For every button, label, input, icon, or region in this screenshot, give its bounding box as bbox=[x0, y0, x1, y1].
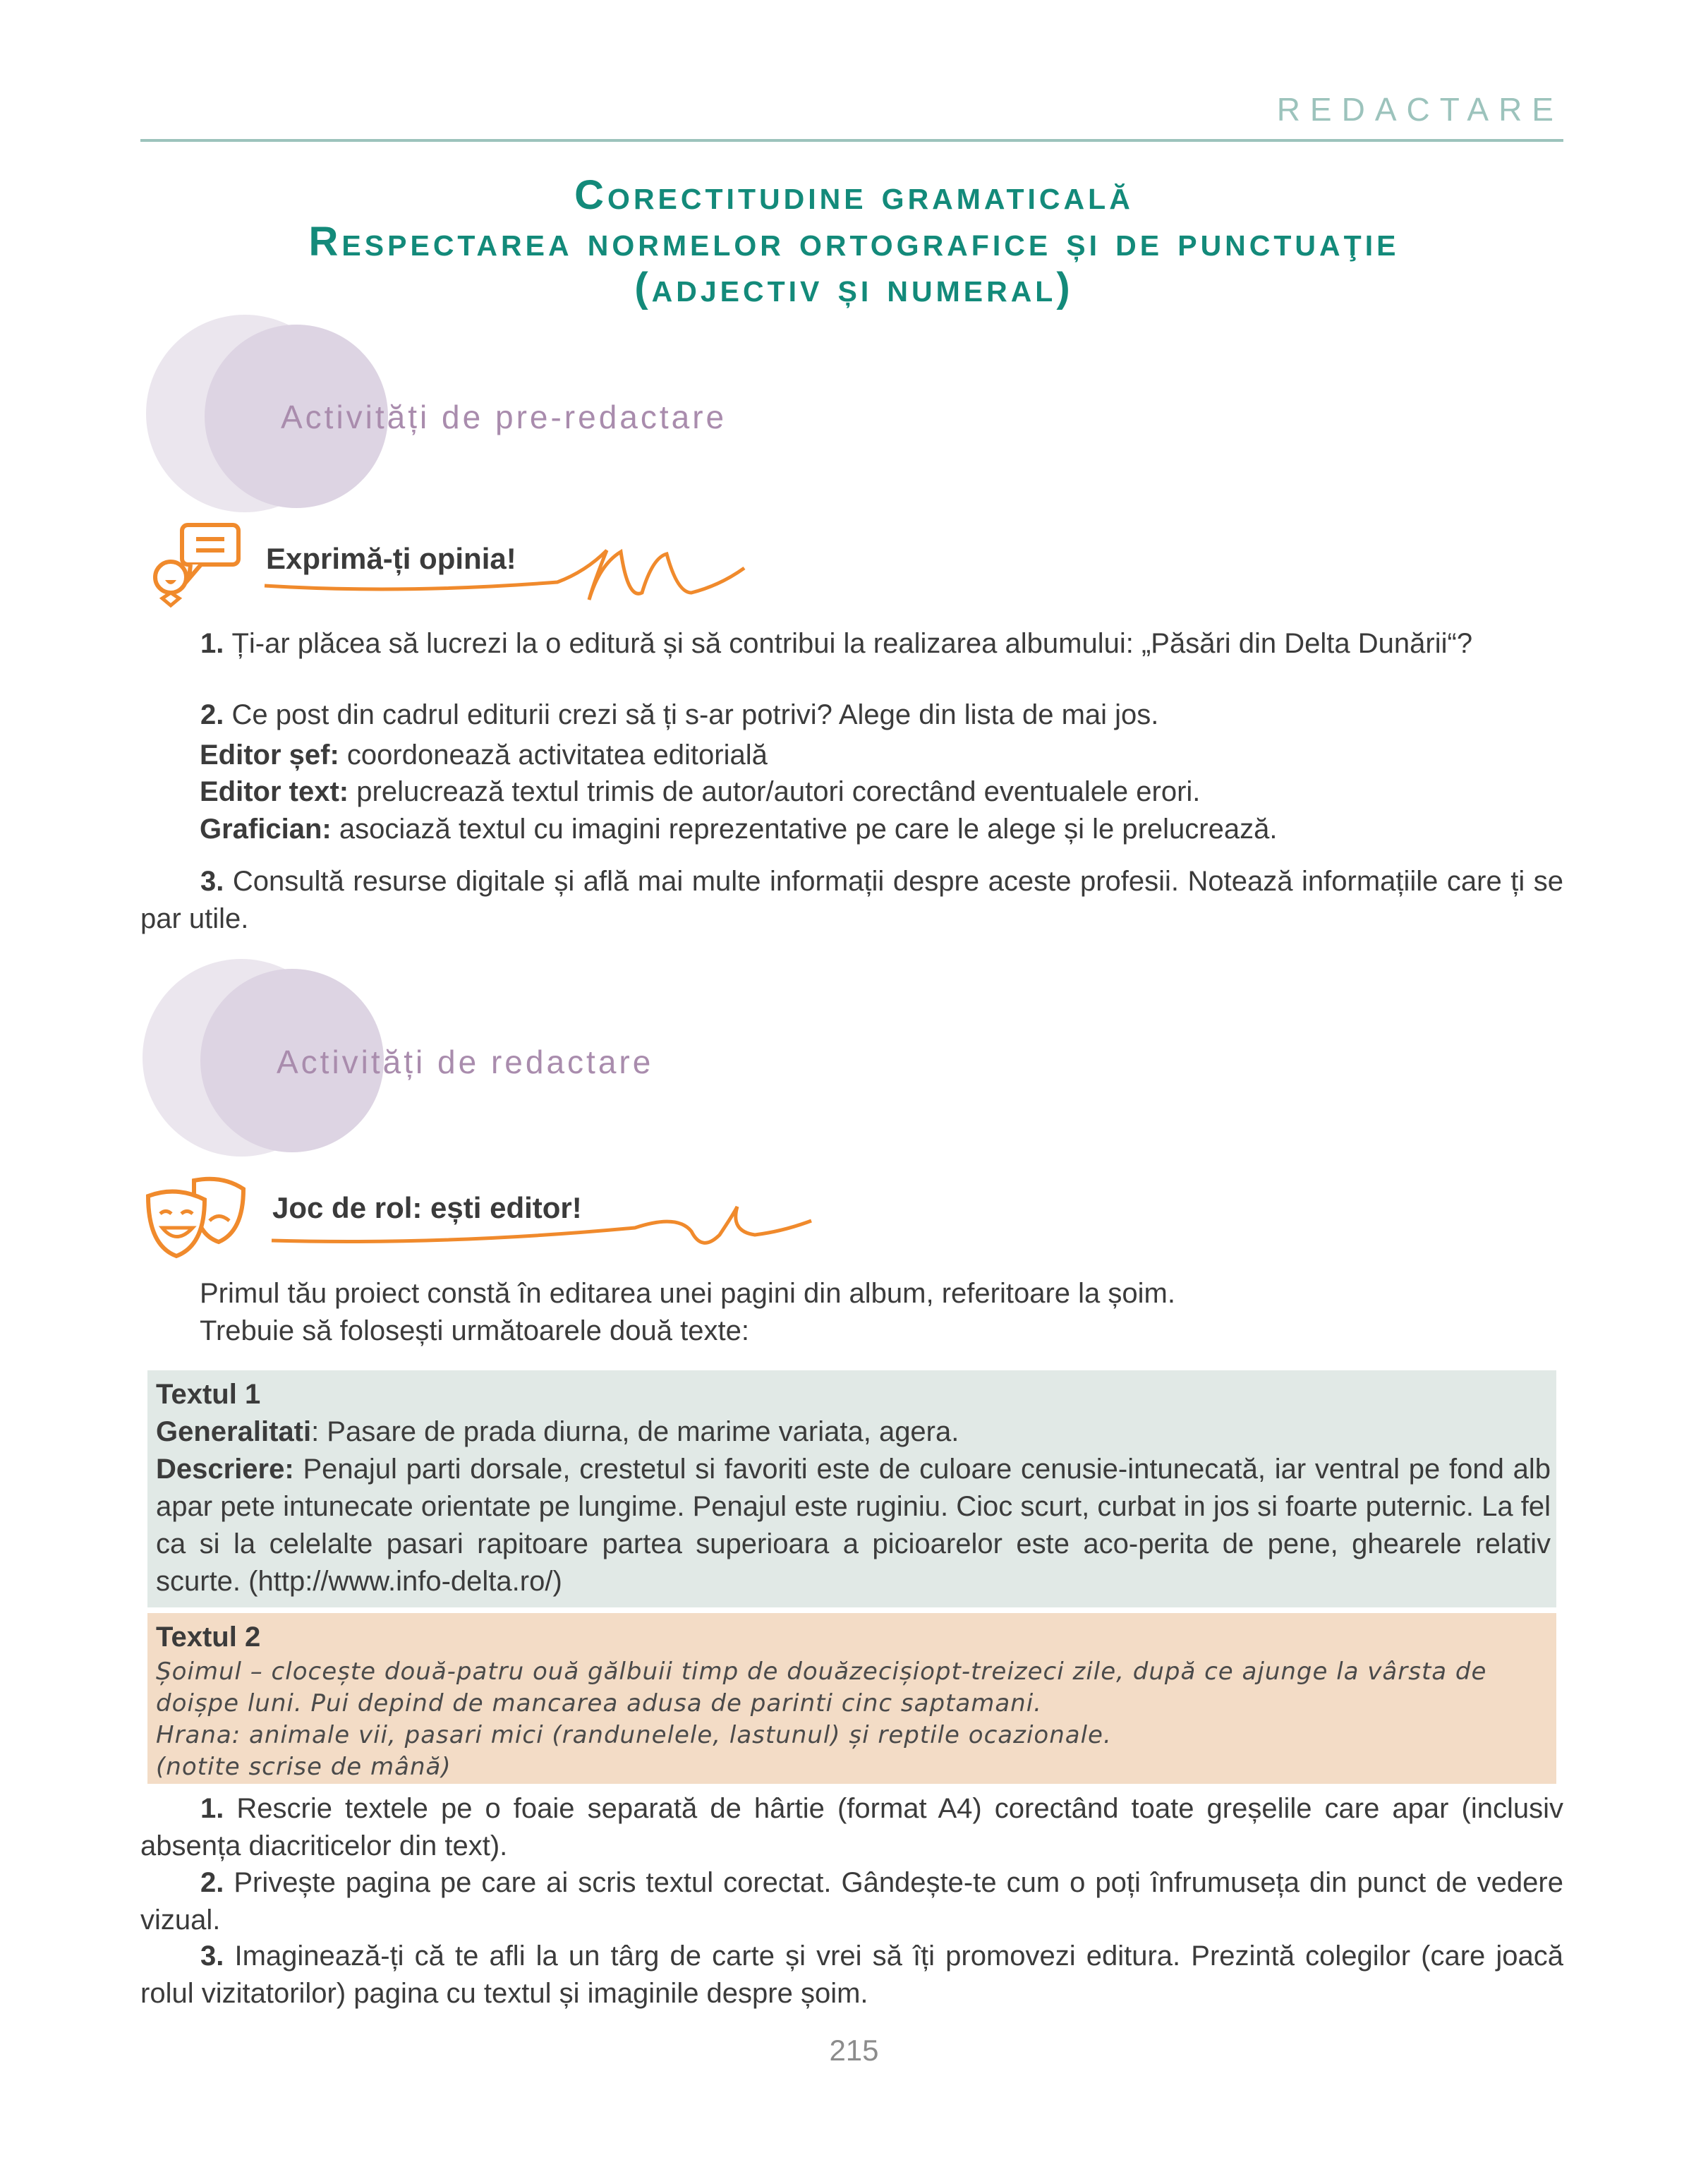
text-1-general bbox=[156, 1413, 1551, 1451]
role-desc: coordonează activitatea editorială bbox=[346, 740, 768, 771]
task-number: 3. bbox=[200, 1940, 224, 1972]
task-number: 1. bbox=[200, 1793, 224, 1824]
page-title-line3: (adjectiv și numeral) bbox=[634, 265, 1074, 310]
task-text: Rescrie textele pe o foaie separată de hârtie (format A4) corectând toate greșelile care apar (inclusiv absența diacriticelor din text). bbox=[140, 1793, 1563, 1861]
orange-squiggle-underline bbox=[268, 1193, 818, 1256]
task-text: Imaginează-ți că te afli la un târg de carte și vrei să îți promovezi editura. Prezintă colegilor (care joacă rolul vizitatorilor) pagina cu textul și imaginile despre șoim. bbox=[140, 1940, 1563, 2009]
subheading-role-play: Joc de rol: ești editor! bbox=[272, 1191, 582, 1224]
role-desc: asociază textul cu imagini reprezentative pe care le alege și le prelucrează. bbox=[339, 814, 1278, 845]
role-editor-text bbox=[200, 773, 1563, 811]
q-number: 2. bbox=[200, 699, 224, 730]
q-text: Ce post din cadrul editurii crezi să ți s-ar potrivi? Alege din lista de mai jos. bbox=[231, 699, 1159, 730]
orange-squiggle-underline bbox=[261, 543, 755, 614]
page-title-line1: Corectitudine gramaticală bbox=[574, 172, 1134, 218]
theater-masks-icon bbox=[145, 1175, 250, 1260]
page-title-line2: Respectarea normelor ortografice și de punctuaţie bbox=[308, 219, 1400, 265]
role-name: Editor șef: bbox=[200, 740, 339, 771]
question-1 bbox=[140, 625, 1563, 663]
text-2-line: Hrana: animale vii, pasari mici (randunelele, lastunul) și reptile ocazionale. bbox=[156, 1721, 1112, 1749]
text-2-title: Textul 2 bbox=[156, 1622, 261, 1653]
text-2-line: (notite scrise de mână) bbox=[156, 1753, 452, 1781]
intro-line-1: Primul tău proiect constă în editarea unei pagini din album, referitoare la șoim. bbox=[200, 1278, 1175, 1309]
role-name: Grafician: bbox=[200, 814, 332, 845]
task-3 bbox=[140, 1938, 1563, 2012]
task-number: 2. bbox=[200, 1867, 224, 1898]
q-text: Consultă resurse digitale și află mai multe informații despre aceste profesii. Notează informațiile care ți se par utile. bbox=[140, 866, 1563, 934]
text-2-line: Șoimul – clocește două-patru ouă gălbuii timp de douăzecișiopt-treizeci zile, după ce ajunge la vârsta de doișpe luni. Pui depind de mancarea adusa de parinti cinc saptamani. bbox=[156, 1658, 1487, 1718]
label: Descriere: bbox=[156, 1454, 294, 1485]
header-rule bbox=[140, 139, 1563, 142]
role-grafician bbox=[200, 811, 1563, 848]
text-1-title: Textul 1 bbox=[156, 1379, 261, 1410]
page-number: 215 bbox=[829, 2034, 879, 2067]
label: Generalitati bbox=[156, 1416, 312, 1447]
task-2 bbox=[140, 1864, 1563, 1939]
body: : Pasare de prada diurna, de marime variata, agera. bbox=[311, 1416, 959, 1447]
text-1-description bbox=[156, 1451, 1551, 1600]
section-heading-redactare: Activități de redactare bbox=[277, 1044, 654, 1080]
role-desc: prelucrează textul trimis de autor/autori corectând eventualele erori. bbox=[356, 776, 1201, 807]
q-number: 1. bbox=[200, 628, 224, 659]
intro-line-2: Trebuie să folosești următoarele două texte: bbox=[200, 1315, 749, 1346]
section-heading-pre-redactare: Activități de pre-redactare bbox=[281, 399, 727, 435]
section-tag: REDACTARE bbox=[1276, 91, 1563, 128]
speaking-person-icon bbox=[148, 522, 247, 610]
question-2 bbox=[140, 696, 1563, 734]
text-2-box bbox=[147, 1613, 1556, 1784]
role-name: Editor text: bbox=[200, 776, 349, 807]
task-1 bbox=[140, 1790, 1563, 1865]
q-number: 3. bbox=[200, 866, 224, 897]
text-1-box bbox=[147, 1370, 1556, 1607]
body: Penajul parti dorsale, crestetul si favoriti este de culoare cenusie-intunecată, iar ventral pe fond alb apar pete intunecate orientate pe lungime. Penajul este ruginiu. Cioc scurt, curbat in jos si foarte puternic. La fel ca si la celelalte pasari rapitoare partea superioara a picioarelor este aco-perita de pene, ghearele relativ scurte. (http://www.info-delta.ro/) bbox=[156, 1454, 1551, 1597]
q-text: Ți-ar plăcea să lucrezi la o editură și să contribui la realizarea albumului: „Păsări din Delta Dunării“? bbox=[231, 628, 1473, 659]
role-editor-sef bbox=[200, 737, 1563, 774]
subheading-express-opinion: Exprimă-ți opinia! bbox=[266, 542, 516, 575]
question-3 bbox=[140, 863, 1563, 938]
task-text: Privește pagina pe care ai scris textul corectat. Gândește-te cum o poți înfrumuseța din punct de vedere vizual. bbox=[140, 1867, 1563, 1936]
